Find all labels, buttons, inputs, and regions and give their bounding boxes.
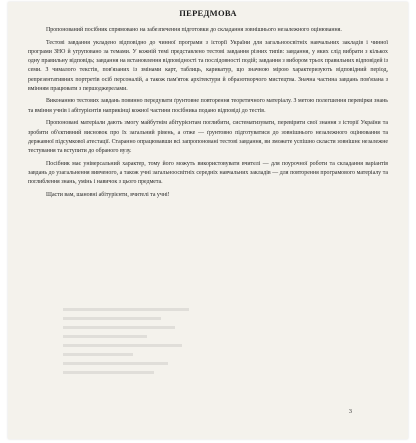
- document-page: [8, 2, 408, 439]
- paragraph: Щасти вам, шановні абітурієнти, вчителі та учні!: [46, 191, 170, 198]
- paragraph: Пропонований посібник спрямовано на забезпечення підготовки до складання зовнішнього незалежного оцінювання.: [46, 27, 342, 33]
- page-title: ПЕРЕДМОВА: [179, 8, 237, 18]
- paragraph: Виконанню тестових завдань повинно передувати ґрунтовне повторення теоретичного матеріалу. З метою полегшення перевірки знань та вміння учнів і абітурієнтів наприкінці кожної частини посібника подано відповіді до тестів.: [28, 98, 388, 114]
- paragraph: Тестові завдання укладено відповідно до чинної програми з історії України для загальноосвітніх навчальних закладів і чинної програми ЗНО й угруповано за темами. У кожній темі представлено тестові завдання різних типів: завдання, у яких слід вибрати з кількох одну правильну відповідь; завдання на встановлення відповідності та послідовності подій; завдання з вибором трьох правильних відповідей із семи. З чималого текстів, пов'язаних із змінами карт, таблиць, карикатур, що значною мірою характеризують відповідний період, репрезентативних портретів осіб персоналій, а також пам'яток архітектури й образотворчого мистецтва. Значна частина завдань пов'язана з вмінням працювати з першоджерелами.: [28, 39, 388, 92]
- paragraph: Посібник має універсальний характер, тому його можуть використовувати вчителі — для поурочної роботи та складання варіантів завдань до узагальнення вивченого, а також учні загальноосвітніх середніх навчальних закладів — для повторення програмового матеріалу та поглиблення знань, умінь і навичок з цього предмета.: [28, 160, 388, 186]
- bleed-through-text: [63, 302, 203, 392]
- paragraph: Пропоновані матеріали дають змогу майбутнім абітурієнтам поглибити, систематизувати, перевірити свої знання з історії України та зробити об'єктивний висновок про їх загальний рівень, а отже — ґрунтовно підготуватися до зовнішнього незалежного оцінювання та державної підсумкової атестації. Старанно опрацювавши всі запропоновані тестові завдання, ви зможете успішно скласти зовнішнє незалежне тестування та вступити до обраного вузу.: [28, 120, 388, 154]
- body-text: [28, 26, 388, 203]
- page-number: 3: [348, 408, 352, 415]
